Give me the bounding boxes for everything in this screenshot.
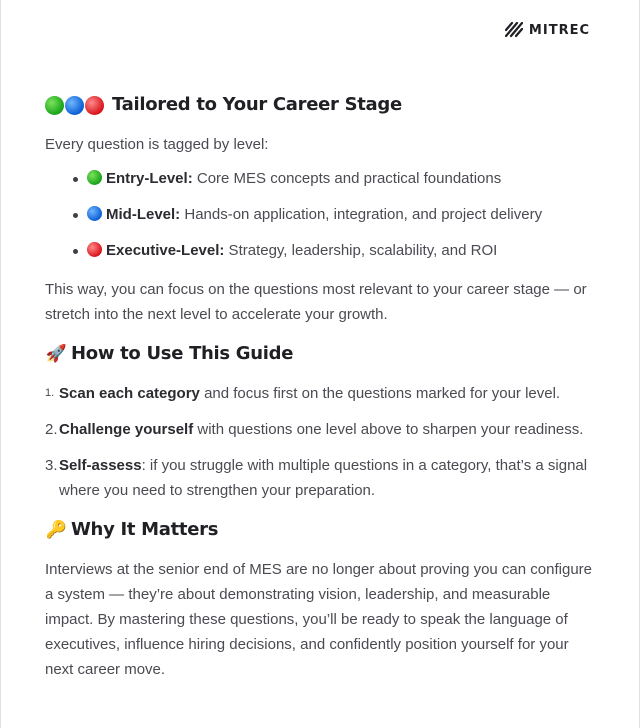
brand-logo (505, 22, 590, 38)
blue-circle-icon (87, 206, 102, 221)
step-number: 1. (45, 387, 55, 399)
section-title-how-to-use (45, 341, 601, 367)
section-title-text: Tailored to Your Career Stage (112, 94, 402, 115)
section-title-text: How to Use This Guide (71, 343, 294, 364)
list-item-step-2 (45, 417, 601, 442)
section-title-career-stage (45, 92, 601, 118)
list-item-mid-level (45, 203, 601, 227)
list-item-step-3 (45, 453, 601, 503)
red-circle-icon (85, 96, 104, 115)
intro-text: Every question is tagged by level: (45, 136, 269, 153)
list-item-entry-level (45, 167, 601, 191)
step-number: 3. (45, 457, 58, 474)
executive-level-label: Executive-Level: (106, 242, 225, 259)
level-list (45, 167, 601, 263)
why-it-matters-body: Interviews at the senior end of MES are no longer about proving you can configure a system — they’re about demonstrating vision, leadership, and measurable impact. By mastering these questions, you’ll be ready to speak the language of executives, influence hiring decisions, and confidently position yourself for your next career move. (45, 561, 592, 678)
brand-name: MITREC (528, 22, 590, 38)
section-title-text: Why It Matters (71, 519, 219, 540)
step-1-text: and focus first on the questions marked for your level. (199, 385, 561, 402)
key-icon: 🔑 (45, 520, 67, 540)
step-1-bold: Scan each category (59, 385, 200, 402)
red-circle-icon (87, 242, 102, 257)
step-3-text: : if you struggle with multiple questions in a category, that’s a signal where you need to strengthen your preparation. (59, 457, 588, 499)
section-title-why-it-matters (45, 517, 601, 543)
steps-list (45, 381, 601, 503)
step-3-bold: Self-assess (59, 457, 142, 474)
step-number: 2. (45, 421, 58, 438)
list-item-step-1 (45, 381, 601, 406)
document-content (45, 92, 601, 682)
level-dots-icon (45, 96, 104, 115)
step-2-text: with questions one level above to sharpen your readiness. (193, 421, 584, 438)
rocket-icon: 🚀 (45, 344, 67, 364)
list-item-executive-level (45, 239, 601, 263)
mid-level-label: Mid-Level: (106, 206, 181, 223)
green-circle-icon (87, 170, 102, 185)
mid-level-text: Hands-on application, integration, and project delivery (180, 206, 543, 223)
blue-circle-icon (65, 96, 84, 115)
green-circle-icon (45, 96, 64, 115)
entry-level-text: Core MES concepts and practical foundations (192, 170, 502, 187)
outro-text: This way, you can focus on the questions most relevant to your career stage — or stretch into the next level to accelerate your growth. (45, 281, 587, 323)
entry-level-label: Entry-Level: (106, 170, 193, 187)
step-2-bold: Challenge yourself (59, 421, 194, 438)
mitrec-logo-icon (505, 22, 523, 38)
executive-level-text: Strategy, leadership, scalability, and ROI (224, 242, 498, 259)
